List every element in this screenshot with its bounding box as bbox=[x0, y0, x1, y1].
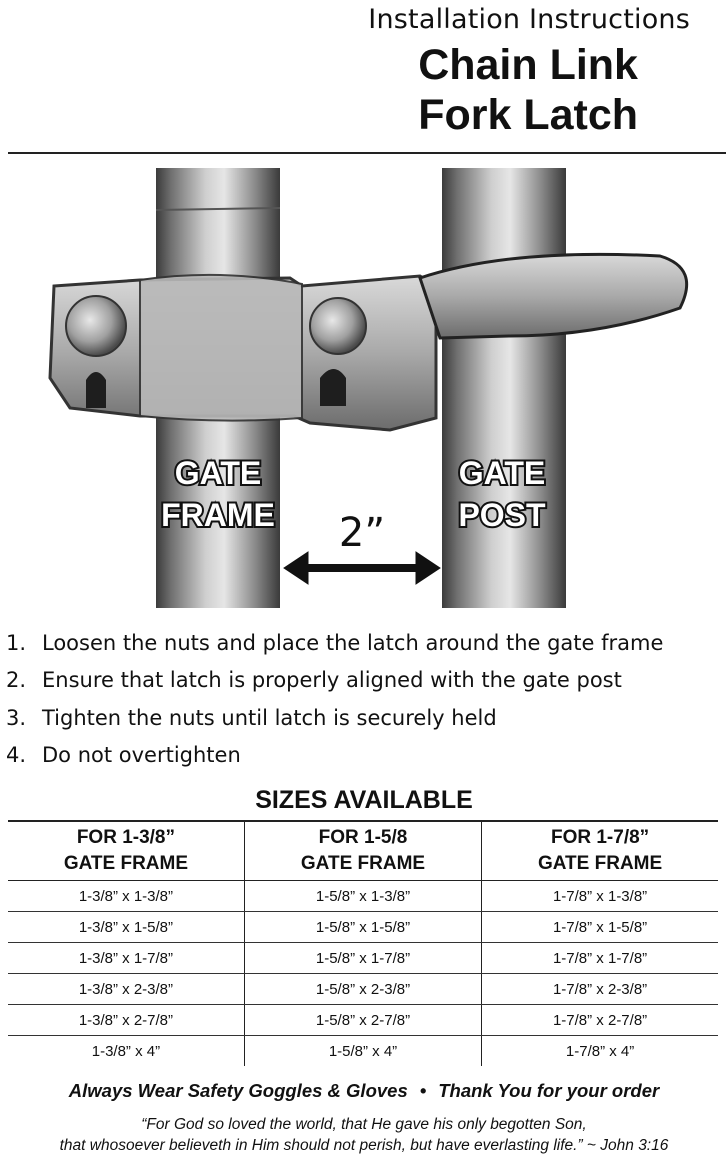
separator: • bbox=[419, 1080, 427, 1101]
table-cell: 1-7/8” x 1-7/8” bbox=[482, 943, 718, 974]
column-header: FOR 1-3/8” GATE FRAME bbox=[8, 821, 244, 881]
column-header: FOR 1-7/8” GATE FRAME bbox=[482, 821, 718, 881]
table-cell: 1-3/8” x 4” bbox=[91, 1042, 161, 1060]
latch-fork-loop bbox=[420, 254, 687, 338]
step-number: 3. bbox=[6, 705, 27, 730]
table-row bbox=[8, 943, 718, 974]
step-text: Loosen the nuts and place the latch around the gate frame bbox=[42, 630, 664, 655]
title-line-2: Fork Latch bbox=[418, 91, 638, 139]
step-text: Do not overtighten bbox=[42, 743, 241, 768]
table-cell: 1-5/8” x 1-7/8” bbox=[244, 943, 481, 974]
gate-post-label-2: POST bbox=[458, 497, 546, 533]
sizes-title: SIZES AVAILABLE bbox=[255, 786, 473, 814]
quote-line-1: “For God so loved the world, that He gave his only begotten Son, bbox=[141, 1116, 587, 1133]
table-row bbox=[8, 1036, 718, 1067]
table-cell: 1-7/8” x 2-3/8” bbox=[482, 974, 718, 1005]
table-cell: 1-5/8” x 4” bbox=[244, 1036, 481, 1067]
header-divider bbox=[8, 152, 726, 154]
table-cell: 1-7/8” x 2-7/8” bbox=[482, 1005, 718, 1036]
gate-frame-label-2: FRAME bbox=[161, 497, 275, 533]
step-text: Ensure that latch is properly aligned with the gate post bbox=[42, 668, 622, 693]
instruction-steps bbox=[6, 624, 726, 774]
gap-arrow bbox=[284, 552, 440, 584]
table-cell: 1-5/8” x 1-3/8” bbox=[244, 881, 481, 912]
table-cell: 1-3/8” x 2-3/8” bbox=[8, 974, 244, 1005]
nut-left bbox=[66, 296, 126, 356]
thank-you-note: Thank You for your order bbox=[438, 1080, 660, 1101]
table-header-row bbox=[8, 821, 718, 881]
table-row bbox=[8, 974, 718, 1005]
table-cell: 1-5/8” x 1-5/8” bbox=[244, 912, 481, 943]
column-header: FOR 1-5/8 GATE FRAME bbox=[244, 821, 481, 881]
table-cell: 1-7/8” x 1-3/8” bbox=[482, 881, 718, 912]
safety-note: Always Wear Safety Goggles & Gloves bbox=[68, 1080, 408, 1101]
gate-post-pipe bbox=[442, 168, 566, 608]
table-row bbox=[8, 881, 718, 912]
table-row bbox=[8, 912, 718, 943]
table-cell: 1-3/8” x 1-3/8” bbox=[8, 881, 244, 912]
gate-frame-label-1: GATE bbox=[174, 455, 262, 491]
step-item bbox=[6, 699, 726, 737]
latch-photo bbox=[40, 168, 710, 608]
footer-notice bbox=[0, 1080, 728, 1102]
nut-center bbox=[310, 298, 366, 354]
step-number: 4. bbox=[6, 743, 27, 768]
table-cell: 1-5/8” x 2-7/8” bbox=[244, 1005, 481, 1036]
step-item bbox=[6, 624, 726, 662]
table-cell: 1-3/8” x 1-5/8” bbox=[8, 912, 244, 943]
table-cell: 1-3/8” x 1-7/8” bbox=[8, 943, 244, 974]
title-line-1: Chain Link bbox=[418, 41, 638, 89]
table-row bbox=[8, 1005, 718, 1036]
sizes-table bbox=[8, 820, 718, 1066]
page-title bbox=[418, 40, 638, 140]
table-cell: 1-7/8” x 1-5/8” bbox=[482, 912, 718, 943]
gate-post-label-1: GATE bbox=[458, 455, 546, 491]
step-item bbox=[6, 737, 726, 775]
step-number: 2. bbox=[6, 668, 27, 693]
gap-measurement: 2” bbox=[338, 510, 386, 556]
table-cell: 1-5/8” x 2-3/8” bbox=[244, 974, 481, 1005]
table-cell: 1-3/8” x 2-7/8” bbox=[8, 1005, 244, 1036]
table-cell: 1-7/8” x 4” bbox=[482, 1036, 718, 1067]
step-number: 1. bbox=[6, 630, 27, 655]
quote-line-2: that whosoever believeth in Him should not perish, but have everlasting life.” ~ John 3:16 bbox=[59, 1137, 669, 1154]
step-text: Tighten the nuts until latch is securely held bbox=[42, 705, 497, 730]
step-item bbox=[6, 662, 726, 700]
scripture-quote bbox=[0, 1114, 728, 1156]
subtitle: Installation Instructions bbox=[368, 4, 690, 35]
